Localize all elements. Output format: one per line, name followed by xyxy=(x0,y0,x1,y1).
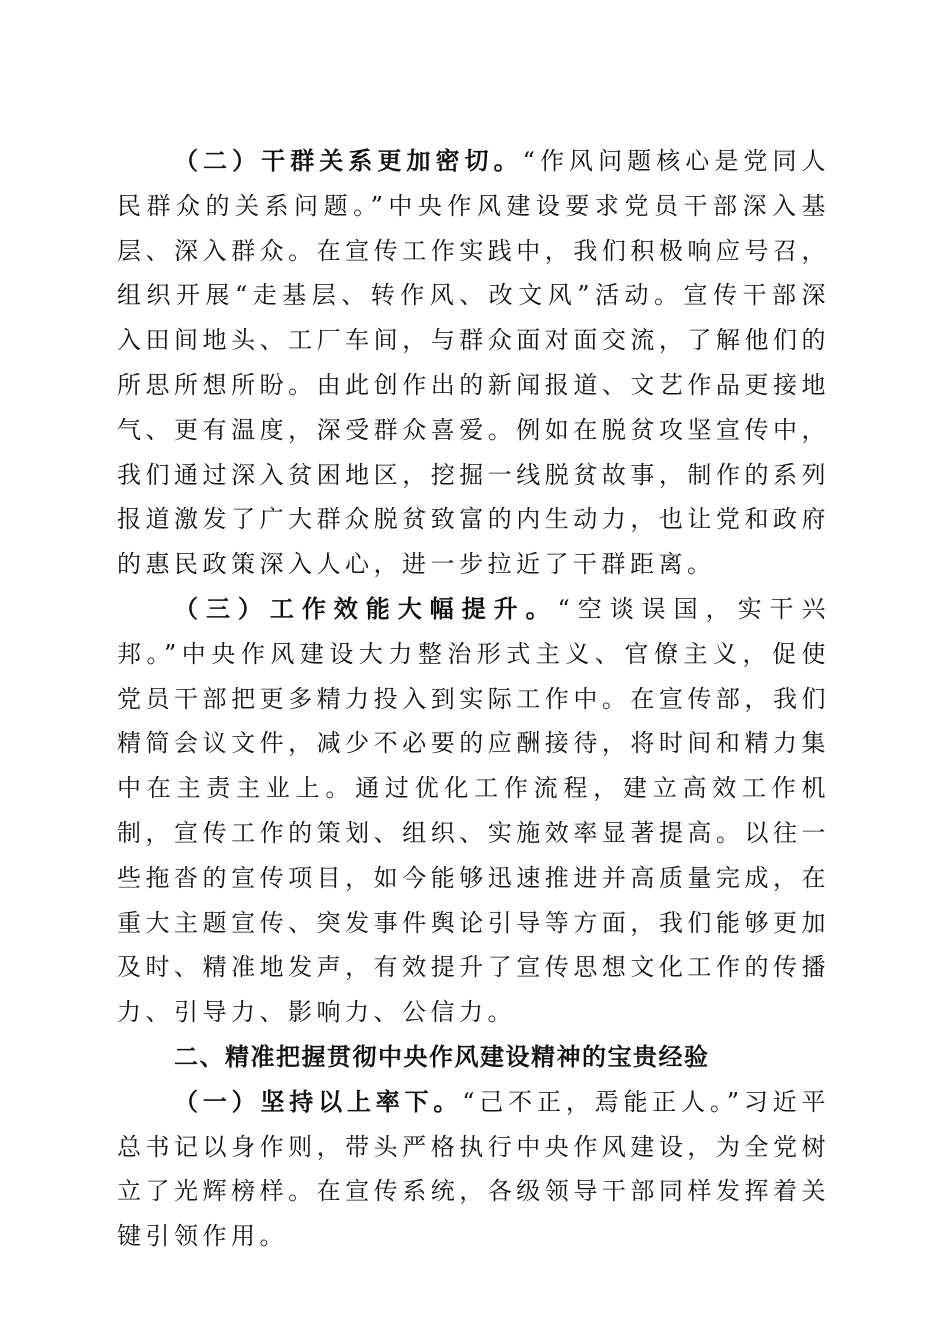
paragraph-lead-title: （三）工作效能大幅提升。 xyxy=(174,594,558,623)
section-heading: 二、精准把握贯彻中央作风建设精神的宝贵经验 xyxy=(174,1042,710,1071)
paragraph-body-text: “空谈误国，实干兴邦。”中央作风建设大力整治形式主义、官僚主义，促使党员干部把更多精力投入到实际工作中。在宣传部，我们精简会议文件，减少不必要的应酬接待，将时间和精力集中在主责主业上。通过优化工作流程，建立高效工作机制，宣传工作的策划、组织、实施效率显著提高。以往一些拖沓的宣传项目，如今能够迅速推进并高质量完成，在重大主题宣传、突发事件舆论引导等方面，我们能够更加及时、精准地发声，有效提升了宣传思想文化工作的传播力、引导力、影响力、公信力。 xyxy=(117,594,830,1027)
paragraph-cadre-mass-relations xyxy=(117,139,830,587)
paragraph-lead-by-example xyxy=(117,1080,830,1259)
paragraph-lead-title: （二）干群关系更加密切。 xyxy=(174,147,523,175)
paragraph-body-text: “己不正，焉能正人。”习近平总书记以身作则，带头严格执行中央作风建设，为全党树立了光辉榜样。在宣传系统，各级领导干部同样发挥着关键引领作用。 xyxy=(117,1087,831,1251)
paragraph-body-text: “作风问题核心是党同人民群众的关系问题。”中央作风建设要求党员干部深入基层、深入群众。在宣传工作实践中，我们积极响应号召，组织开展“走基层、转作风、改文风”活动。宣传干部深入田间地头、工厂车间，与群众面对面交流，了解他们的所思所想所盼。由此创作出的新闻报道、文艺作品更接地气、更有温度，深受群众喜爱。例如在脱贫攻坚宣传中，我们通过深入贫困地区，挖掘一线脱贫故事，制作的系列报道激发了广大群众脱贫致富的内生动力，也让党和政府的惠民政策深入人心，进一步拉近了干群距离。 xyxy=(117,147,830,579)
paragraph-lead-title: （一）坚持以上率下。 xyxy=(174,1087,463,1116)
paragraph-work-efficiency xyxy=(117,587,830,1035)
